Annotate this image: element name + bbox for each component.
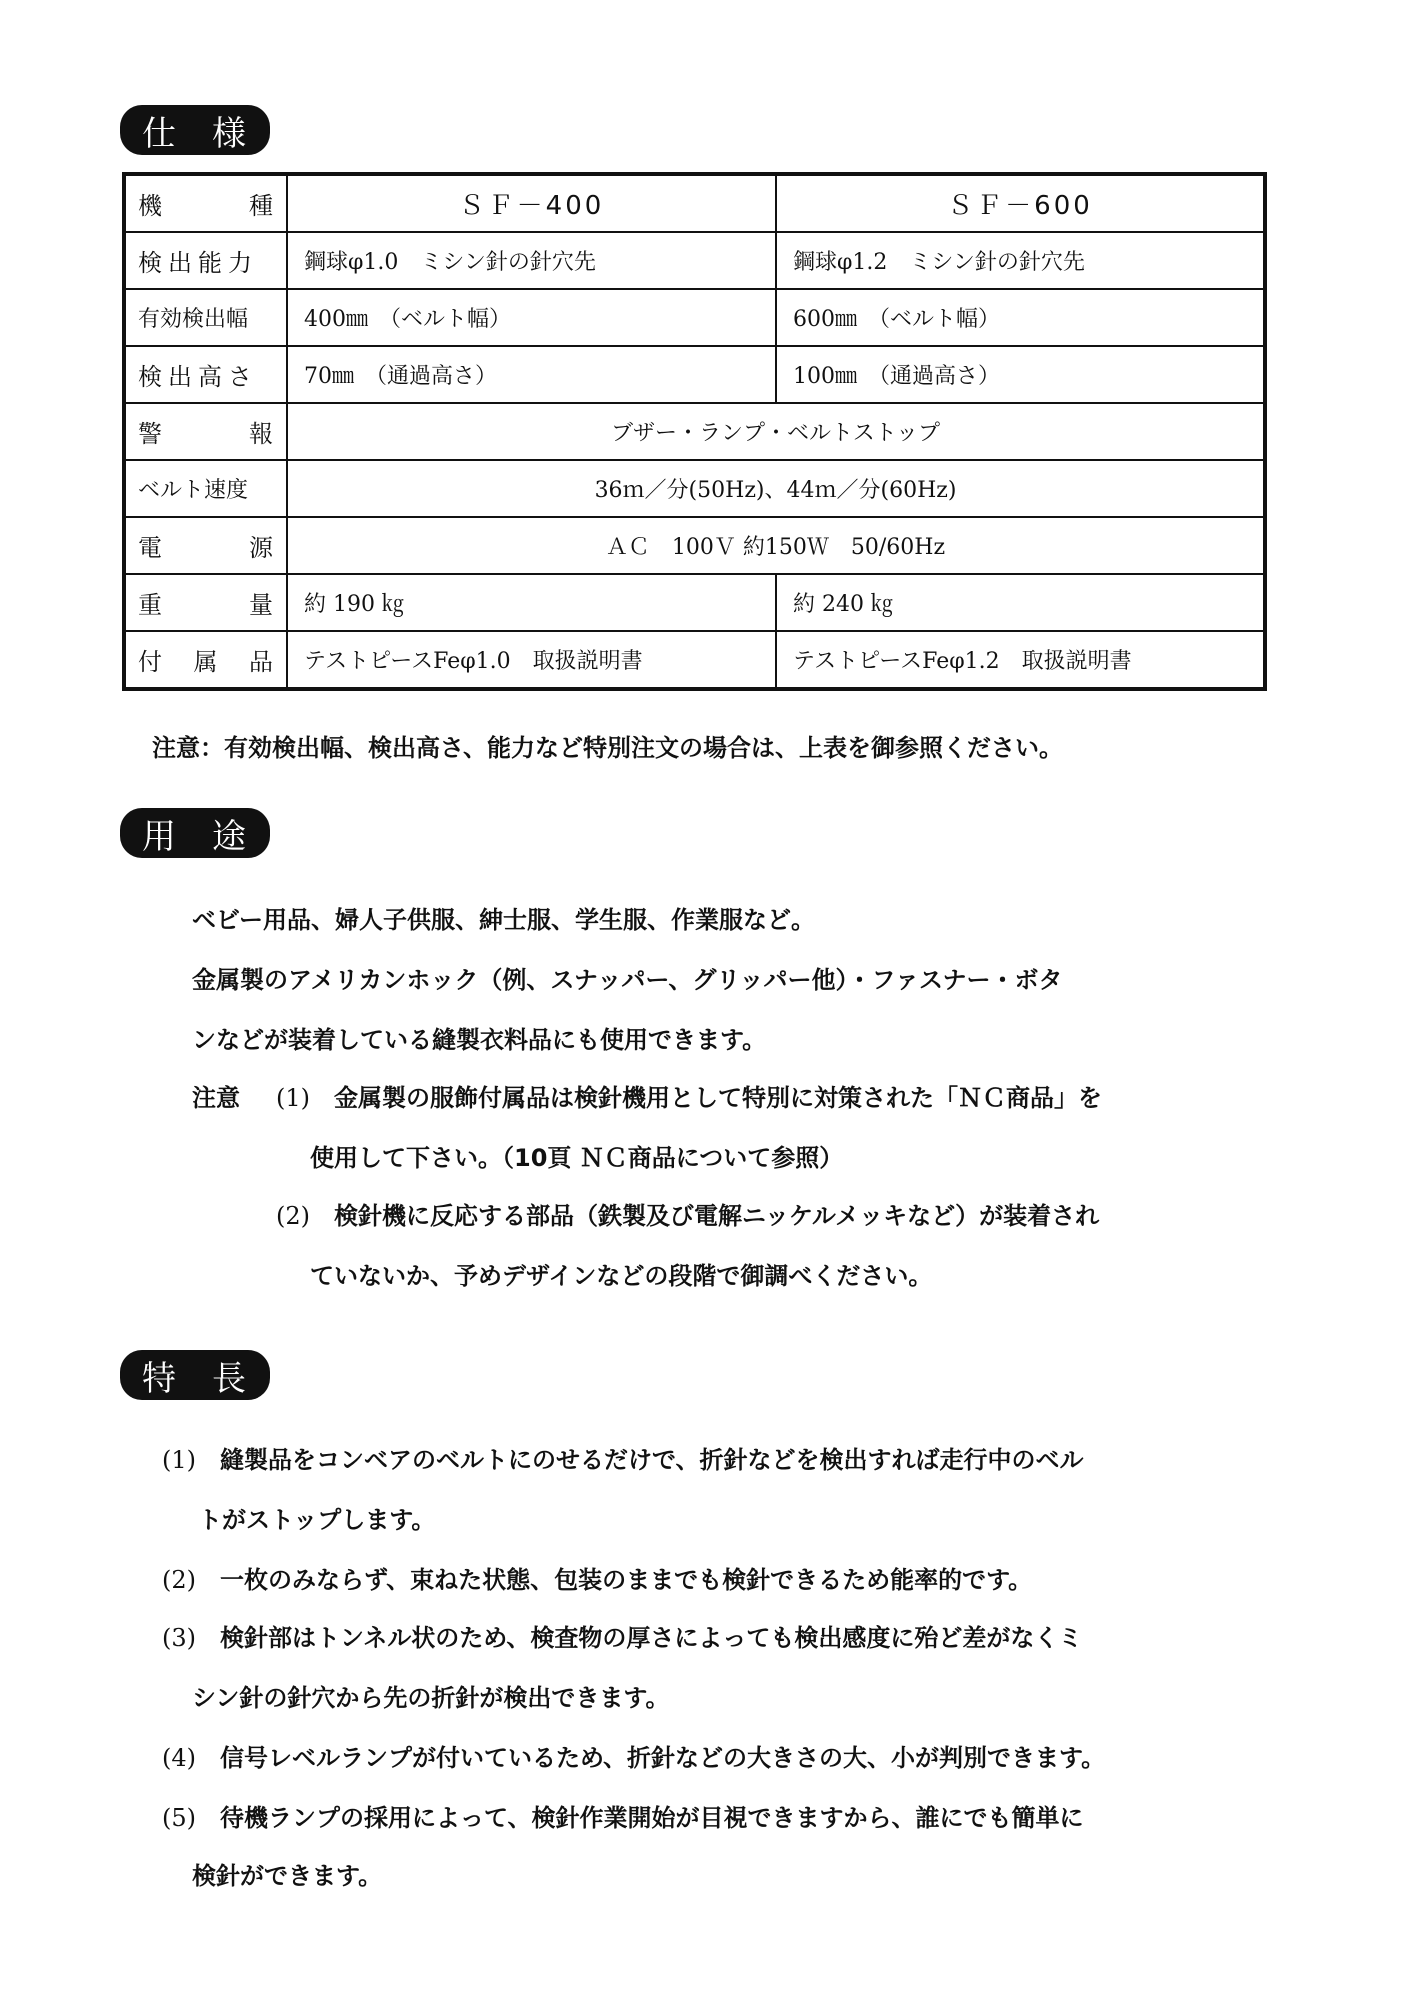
caution-label: 注意 <box>192 1084 240 1112</box>
section-title-char: 長 <box>212 1358 248 1399</box>
feature-text-continued: トがストップします。 <box>198 1506 436 1534</box>
usage-line: 金属製のアメリカンホック（例、スナッパー、グリッパー他）・ファスナー・ボタ <box>192 966 1063 994</box>
section-title-usage <box>120 808 270 858</box>
cell-sf400: 70㎜ （通過高さ） <box>287 346 776 403</box>
row-header <box>124 289 287 346</box>
row-header <box>124 403 287 460</box>
row-header-char: 付 <box>138 648 163 676</box>
row-header-char: 品 <box>249 648 274 676</box>
feature-number: (2) <box>162 1566 196 1594</box>
feature-text-continued: シン針の針穴から先の折針が検出できます。 <box>192 1684 670 1712</box>
cell-sf600: 600㎜ （ベルト幅） <box>776 289 1265 346</box>
section-title-features <box>120 1350 270 1400</box>
row-header <box>124 232 287 289</box>
caution-text: 金属製の服飾付属品は検針機用として特別に対策された「ＮＣ商品」を <box>334 1084 1102 1112</box>
feature-text: 縫製品をコンベアのベルトにのせるだけで、折針などを検出すれば走行中のベル <box>220 1446 1084 1474</box>
feature-item-3 <box>162 1618 1082 1653</box>
cell-sf600: 約 240 ㎏ <box>776 574 1265 631</box>
feature-text: 一枚のみならず、束ねた状態、包装のままでも検針できるため能率的です。 <box>220 1566 1033 1594</box>
row-header <box>124 460 287 517</box>
row-header-char: 重 <box>138 591 163 619</box>
cell-sf600: 鋼球φ1.2 ミシン針の針穴先 <box>776 232 1265 289</box>
section-title-char: 様 <box>212 113 248 154</box>
usage-line: ベビー用品、婦人子供服、紳士服、学生服、作業服など。 <box>192 906 816 934</box>
cell-both: 36ｍ／分(50Hz)、44ｍ／分(60Hz) <box>287 460 1265 517</box>
cell-both: ＡＣ 100Ｖ 約150Ｗ 50/60Hz <box>287 517 1265 574</box>
caution-text-continued: ていないか、予めデザインなどの段階で御調べください。 <box>310 1262 933 1290</box>
table-row <box>124 346 1265 403</box>
row-header <box>124 517 287 574</box>
row-header-char: 機 <box>138 192 163 220</box>
spec-table <box>122 172 1267 691</box>
cell-sf400: 約 190 ㎏ <box>287 574 776 631</box>
row-header-label: 検出高さ <box>138 363 258 391</box>
table-row <box>124 460 1265 517</box>
spec-note: 注意：有効検出幅、検出高さ、能力など特別注文の場合は、上表を御参照ください。 <box>152 734 1064 762</box>
feature-number: (5) <box>162 1804 196 1832</box>
usage-caution-2 <box>276 1196 1099 1231</box>
row-header <box>124 346 287 403</box>
table-row <box>124 631 1265 689</box>
row-header-char: 警 <box>138 420 163 448</box>
cell-sf400: テストピースFeφ1.0 取扱説明書 <box>287 631 776 689</box>
cell-sf400: 400㎜ （ベルト幅） <box>287 289 776 346</box>
row-header-label: 有効検出幅 <box>138 307 249 332</box>
table-row <box>124 403 1265 460</box>
feature-text-continued: 検針ができます。 <box>192 1862 383 1890</box>
section-title-char: 仕 <box>142 113 178 154</box>
caution-number: (2) <box>276 1202 310 1230</box>
row-header-char: 量 <box>249 591 274 619</box>
feature-item-5 <box>162 1798 1084 1833</box>
usage-caution-1 <box>192 1078 1102 1113</box>
section-title-char: 特 <box>142 1358 178 1399</box>
table-row <box>124 289 1265 346</box>
table-row <box>124 574 1265 631</box>
row-header-label: 検出能力 <box>138 249 258 277</box>
usage-line: ンなどが装着している縫製衣料品にも使用できます。 <box>192 1026 767 1054</box>
row-header <box>124 574 287 631</box>
row-header-char: 属 <box>193 648 219 676</box>
table-row <box>124 174 1265 232</box>
feature-item-2 <box>162 1560 1032 1595</box>
row-header-char: 電 <box>138 534 163 562</box>
row-header-label: ベルト速度 <box>138 478 249 503</box>
section-title-char: 用 <box>142 816 178 857</box>
model-sf400: ＳＦ－400 <box>287 174 776 232</box>
caution-text-continued: 使用して下さい。（10頁 ＮＣ商品について参照） <box>310 1144 844 1172</box>
feature-item-4 <box>162 1738 1105 1773</box>
row-header <box>124 631 287 689</box>
row-header-char: 報 <box>249 420 274 448</box>
feature-number: (1) <box>162 1446 196 1474</box>
caution-number: (1) <box>276 1084 310 1112</box>
section-title-char: 途 <box>212 816 248 857</box>
feature-text: 検針部はトンネル状のため、検査物の厚さによっても検出感度に殆ど差がなくミ <box>220 1624 1083 1652</box>
model-sf600: ＳＦ－600 <box>776 174 1265 232</box>
feature-text: 信号レベルランプが付いているため、折針などの大きさの大、小が判別できます。 <box>220 1744 1106 1772</box>
row-header-char: 種 <box>249 192 274 220</box>
feature-item-1 <box>162 1440 1084 1475</box>
feature-text: 待機ランプの採用によって、検針作業開始が目視できますから、誰にでも簡単に <box>220 1804 1084 1832</box>
cell-sf400: 鋼球φ1.0 ミシン針の針穴先 <box>287 232 776 289</box>
row-header-char: 源 <box>249 534 274 562</box>
table-row <box>124 517 1265 574</box>
cell-sf600: テストピースFeφ1.2 取扱説明書 <box>776 631 1265 689</box>
row-header <box>124 174 287 232</box>
caution-text: 検針機に反応する部品（鉄製及び電解ニッケルメッキなど）が装着され <box>334 1202 1100 1230</box>
feature-number: (4) <box>162 1744 196 1772</box>
cell-sf600: 100㎜ （通過高さ） <box>776 346 1265 403</box>
table-row <box>124 232 1265 289</box>
feature-number: (3) <box>162 1624 196 1652</box>
cell-both: ブザー・ランプ・ベルトストップ <box>287 403 1265 460</box>
section-title-spec <box>120 105 270 155</box>
